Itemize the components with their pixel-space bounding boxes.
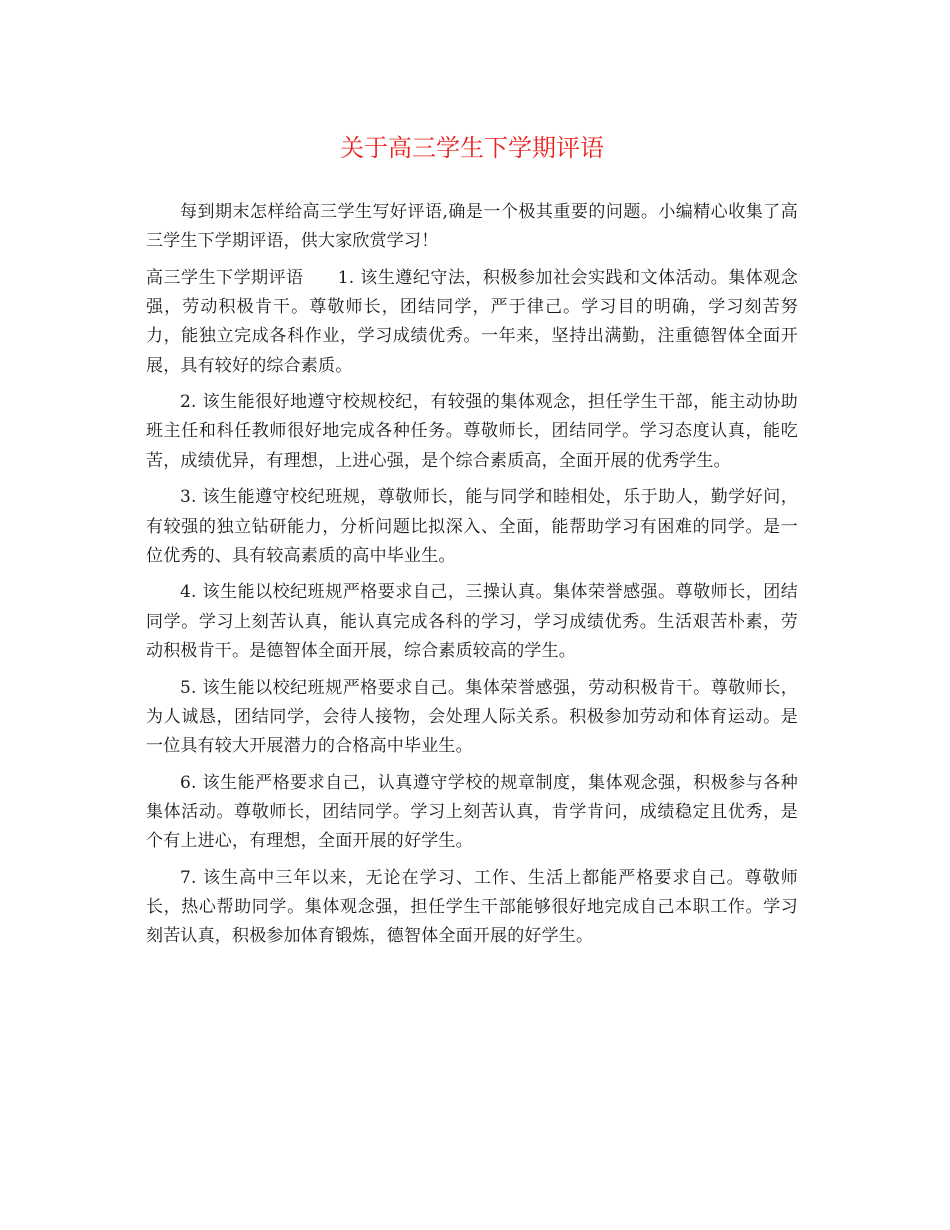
intro-paragraph: 每到期末怎样给高三学生写好评语,确是一个极其重要的问题。小编精心收集了高三学生下学期评语，供大家欣赏学习！: [146, 202, 798, 252]
comment-item-text: 1. 该生遵纪守法，积极参加社会实践和文体活动。集体观念强，劳动积极肯干。尊敬师长，团结同学，严于律己。学习目的明确，学习刻苦努力，能独立完成各科作业，学习成绩优秀。一年来，坚持出满勤，注重德智体全面开展，具有较好的综合素质。: [146, 267, 798, 376]
comment-item-7: 7. 该生高中三年以来，无论在学习、工作、生活上都能严格要求自己。尊敬师长，热心帮助同学。集体观念强，担任学生干部能够很好地完成自己本职工作。学习刻苦认真，积极参加体育锻炼，德智体全面开展的好学生。: [146, 867, 798, 947]
document-page: [146, 128, 798, 959]
document-title: 关于高三学生下学期评语: [340, 134, 604, 162]
comment-item-5: 5. 该生能以校纪班规严格要求自己。集体荣誉感强，劳动积极肯干。尊敬师长，为人诚恳，团结同学，会待人接物，会处理人际关系。积极参加劳动和体育运动。是一位具有较大开展潜力的合格高中毕业生。: [146, 677, 798, 756]
comment-item-3: 3. 该生能遵守校纪班规，尊敬师长，能与同学和睦相处，乐于助人，勤学好问，有较强的独立钻研能力，分析问题比拟深入、全面，能帮助学习有困难的同学。是一位优秀的、具有较高素质的高中毕业生。: [146, 487, 798, 566]
comment-item-4: 4. 该生能以校纪班规严格要求自己，三操认真。集体荣誉感强。尊敬师长，团结同学。学习上刻苦认真，能认真完成各科的学习，学习成绩优秀。生活艰苦朴素，劳动积极肯干。是德智体全面开展，综合素质较高的学生。: [146, 582, 798, 661]
comment-item-2: 2. 该生能很好地遵守校规校纪，有较强的集体观念，担任学生干部，能主动协助班主任和科任教师很好地完成各种任务。尊敬师长，团结同学。学习态度认真，能吃苦，成绩优异，有理想，上进心强，是个综合素质高，全面开展的优秀学生。: [146, 392, 798, 471]
section-label: 高三学生下学期评语: [146, 267, 304, 288]
comment-item-1: [146, 264, 798, 381]
comment-item-6: 6. 该生能严格要求自己，认真遵守学校的规章制度，集体观念强，积极参与各种集体活动。尊敬师长，团结同学。学习上刻苦认真，肯学肯问，成绩稳定且优秀，是个有上进心，有理想，全面开展的好学生。: [146, 772, 798, 852]
